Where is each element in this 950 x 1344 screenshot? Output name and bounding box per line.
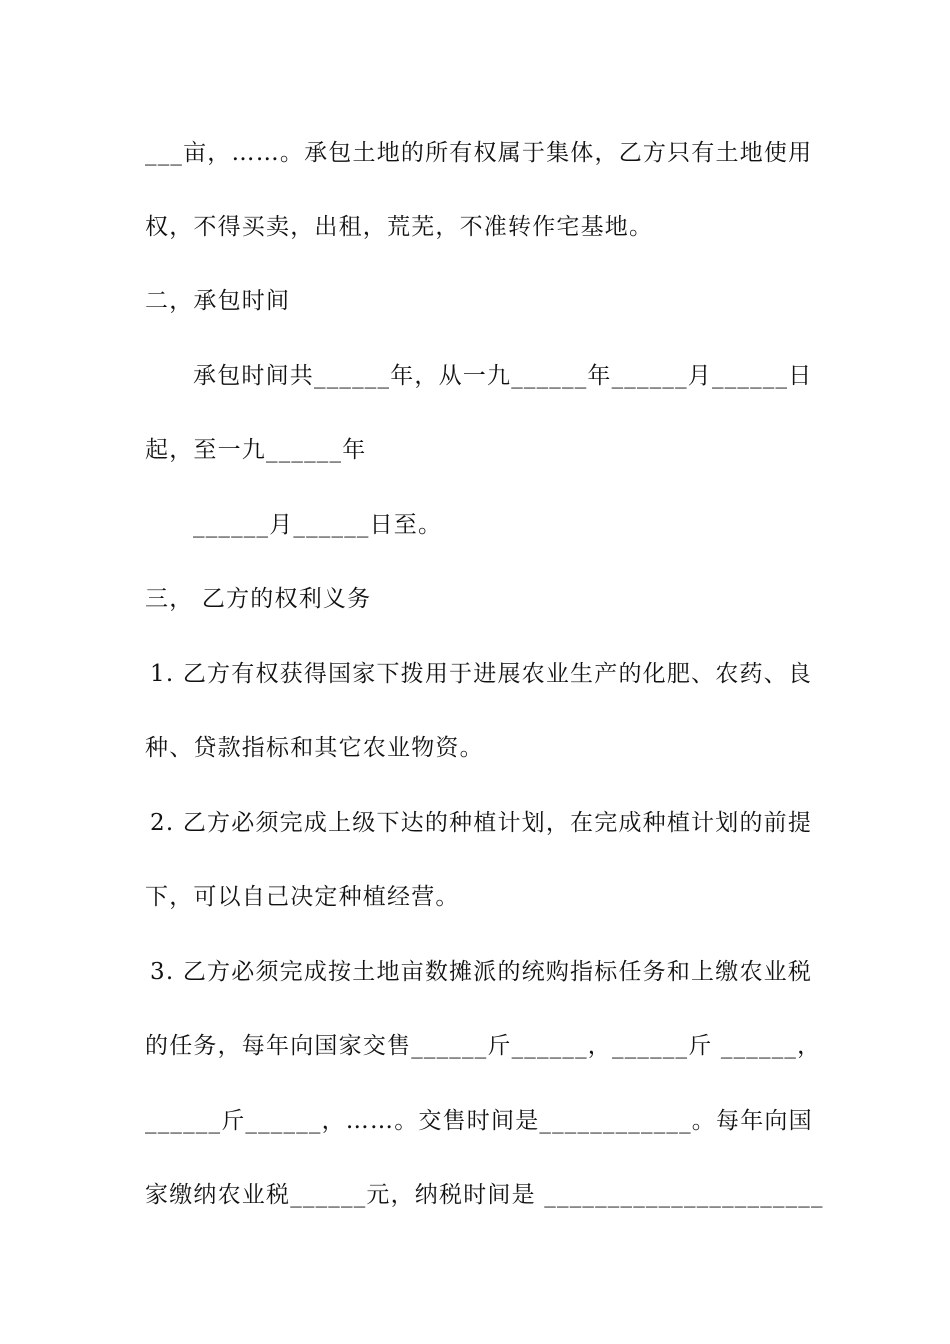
text-line: 种、贷款指标和其它农业物资。 xyxy=(145,735,484,761)
text-line: ___亩，……。承包土地的所有权属于集体，乙方只有土地使用 xyxy=(145,140,813,166)
text-line: ______月______日至。 xyxy=(193,512,443,538)
list-item: 1. 乙方有权获得国家下拨用于进展农业生产的化肥、农药、良 xyxy=(150,661,813,687)
text-line: ______斤______，……。交售时间是____________。每年向国 xyxy=(145,1108,813,1134)
text-line: 起，至一九______年 xyxy=(145,437,367,463)
text-line: 的任务，每年向国家交售______斤______，______斤 ______， xyxy=(145,1033,822,1059)
text-line: 家缴纳农业税______元，纳税时间是 ______________________ xyxy=(145,1182,824,1208)
text-line: 承包时间共______年，从一九______年______月______日 xyxy=(193,363,813,389)
section-heading: 二，承包时间 xyxy=(145,288,291,314)
list-item: 2. 乙方必须完成上级下达的种植计划，在完成种植计划的前提 xyxy=(150,810,813,836)
section-heading: 三， 乙方的权利义务 xyxy=(145,586,372,612)
text-line: 权，不得买卖，出租，荒芜，不准转作宅基地。 xyxy=(145,214,654,240)
text-line: 下，可以自己决定种植经营。 xyxy=(145,884,460,910)
list-item: 3. 乙方必须完成按土地亩数摊派的统购指标任务和上缴农业税 xyxy=(150,959,813,985)
